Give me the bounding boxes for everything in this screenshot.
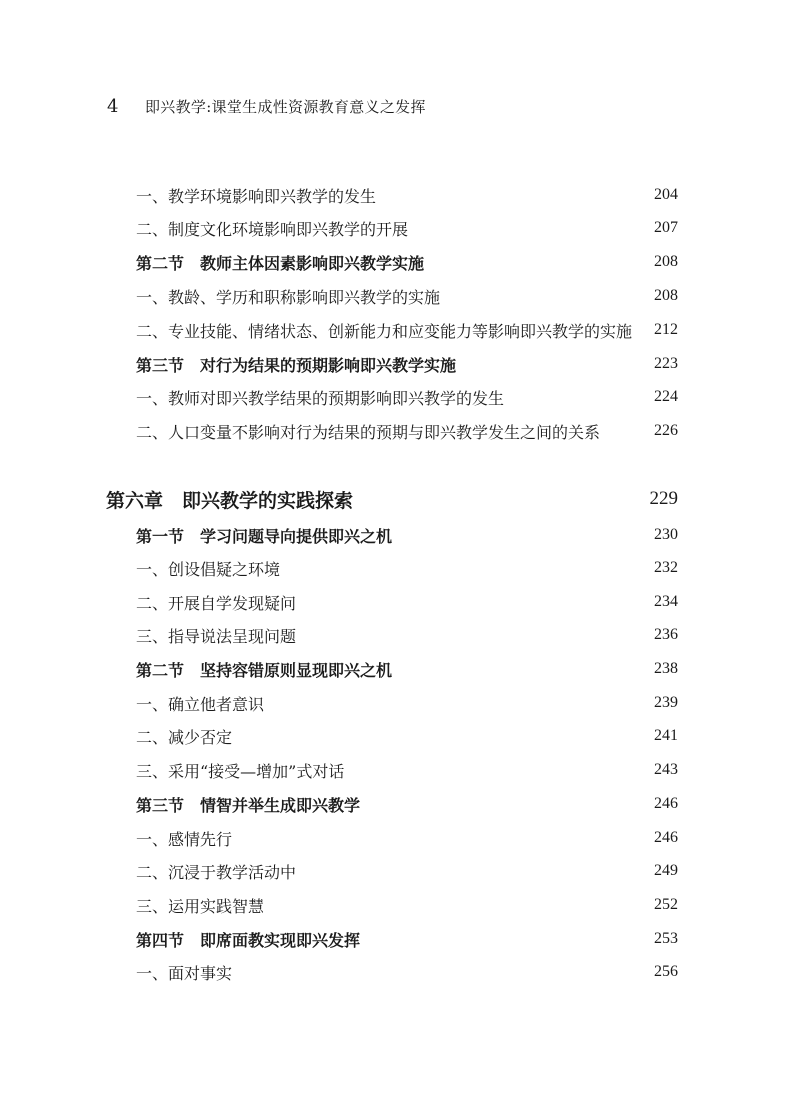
toc-item	[0, 891, 790, 919]
toc-entry-title: 第四节 即席面教实现即兴发挥	[136, 930, 361, 950]
toc-page-number: 224	[654, 388, 678, 405]
toc-page-number: 212	[654, 321, 678, 338]
toc-entry-title: 第六章 即兴教学的实践探索	[106, 489, 354, 512]
toc-page-number: 208	[654, 287, 678, 304]
toc-entry-title: 一、教学环境影响即兴教学的发生	[136, 186, 377, 206]
toc-page-number: 208	[654, 253, 678, 270]
toc-item	[0, 621, 790, 649]
toc-section	[0, 925, 790, 953]
toc-entry-title: 一、创设倡疑之环境	[136, 559, 281, 579]
toc-entry-title: 第三节 情智并举生成即兴教学	[136, 795, 361, 815]
toc-chapter	[0, 485, 790, 513]
toc-entry-title: 三、指导说法呈现问题	[136, 626, 297, 646]
toc-entry-title: 一、教龄、学历和职称影响即兴教学的实施	[136, 287, 441, 307]
toc-page-number: 234	[654, 593, 678, 610]
toc-item	[0, 214, 790, 242]
toc-entry-title: 一、感情先行	[136, 829, 233, 849]
toc-item	[0, 417, 790, 445]
toc-page-number: 232	[654, 559, 678, 576]
toc-page-number: 256	[654, 963, 678, 980]
toc-entry-title: 二、专业技能、情绪状态、创新能力和应变能力等影响即兴教学的实施	[136, 321, 633, 341]
toc-entry-title: 二、人口变量不影响对行为结果的预期与即兴教学发生之间的关系	[136, 422, 601, 442]
toc-entry-title: 第二节 坚持容错原则显现即兴之机	[136, 660, 393, 680]
toc-section	[0, 790, 790, 818]
toc-page-number: 252	[654, 896, 678, 913]
toc-page-number: 238	[654, 660, 678, 677]
toc-page-number: 223	[654, 355, 678, 372]
toc-item	[0, 722, 790, 750]
toc-item	[0, 383, 790, 411]
toc-section	[0, 350, 790, 378]
toc-item	[0, 958, 790, 986]
toc-page-number: 243	[654, 761, 678, 778]
toc-entry-title: 二、制度文化环境影响即兴教学的开展	[136, 219, 409, 239]
toc-section	[0, 248, 790, 276]
toc-entry-title: 三、运用实践智慧	[136, 896, 265, 916]
toc-entry-title: 三、采用“接受—增加”式对话	[136, 761, 345, 781]
toc-page-number: 226	[654, 422, 678, 439]
toc-entry-title: 二、沉浸于教学活动中	[136, 862, 297, 882]
toc-item	[0, 857, 790, 885]
toc-item	[0, 824, 790, 852]
toc-page-number: 246	[654, 829, 678, 846]
toc-page-number: 204	[654, 186, 678, 203]
toc-page-number: 236	[654, 626, 678, 643]
toc-item	[0, 282, 790, 310]
toc-item	[0, 756, 790, 784]
running-header	[107, 96, 426, 117]
page-number: 4	[107, 96, 119, 117]
toc-section	[0, 521, 790, 549]
toc-entry-title: 二、开展自学发现疑问	[136, 593, 297, 613]
book-title: 即兴教学:课堂生成性资源教育意义之发挥	[145, 98, 426, 116]
toc-page-number: 229	[649, 488, 678, 509]
toc-page-number: 230	[654, 526, 678, 543]
toc-page-number: 239	[654, 694, 678, 711]
toc-entry-title: 一、确立他者意识	[136, 694, 265, 714]
toc-item	[0, 588, 790, 616]
toc-item	[0, 689, 790, 717]
toc-entry-title: 第三节 对行为结果的预期影响即兴教学实施	[136, 355, 457, 375]
toc-item	[0, 554, 790, 582]
toc-section	[0, 655, 790, 683]
toc-page-number: 207	[654, 219, 678, 236]
toc-entry-title: 二、减少否定	[136, 727, 233, 747]
toc-item	[0, 316, 790, 344]
toc-entry-title: 第二节 教师主体因素影响即兴教学实施	[136, 253, 425, 273]
toc-page-number: 249	[654, 862, 678, 879]
toc-entry-title: 第一节 学习问题导向提供即兴之机	[136, 526, 393, 546]
toc-page-number: 253	[654, 930, 678, 947]
toc-entry-title: 一、面对事实	[136, 963, 233, 983]
toc-item	[0, 181, 790, 209]
toc-entry-title: 一、教师对即兴教学结果的预期影响即兴教学的发生	[136, 388, 505, 408]
toc-page-number: 246	[654, 795, 678, 812]
toc-page-number: 241	[654, 727, 678, 744]
